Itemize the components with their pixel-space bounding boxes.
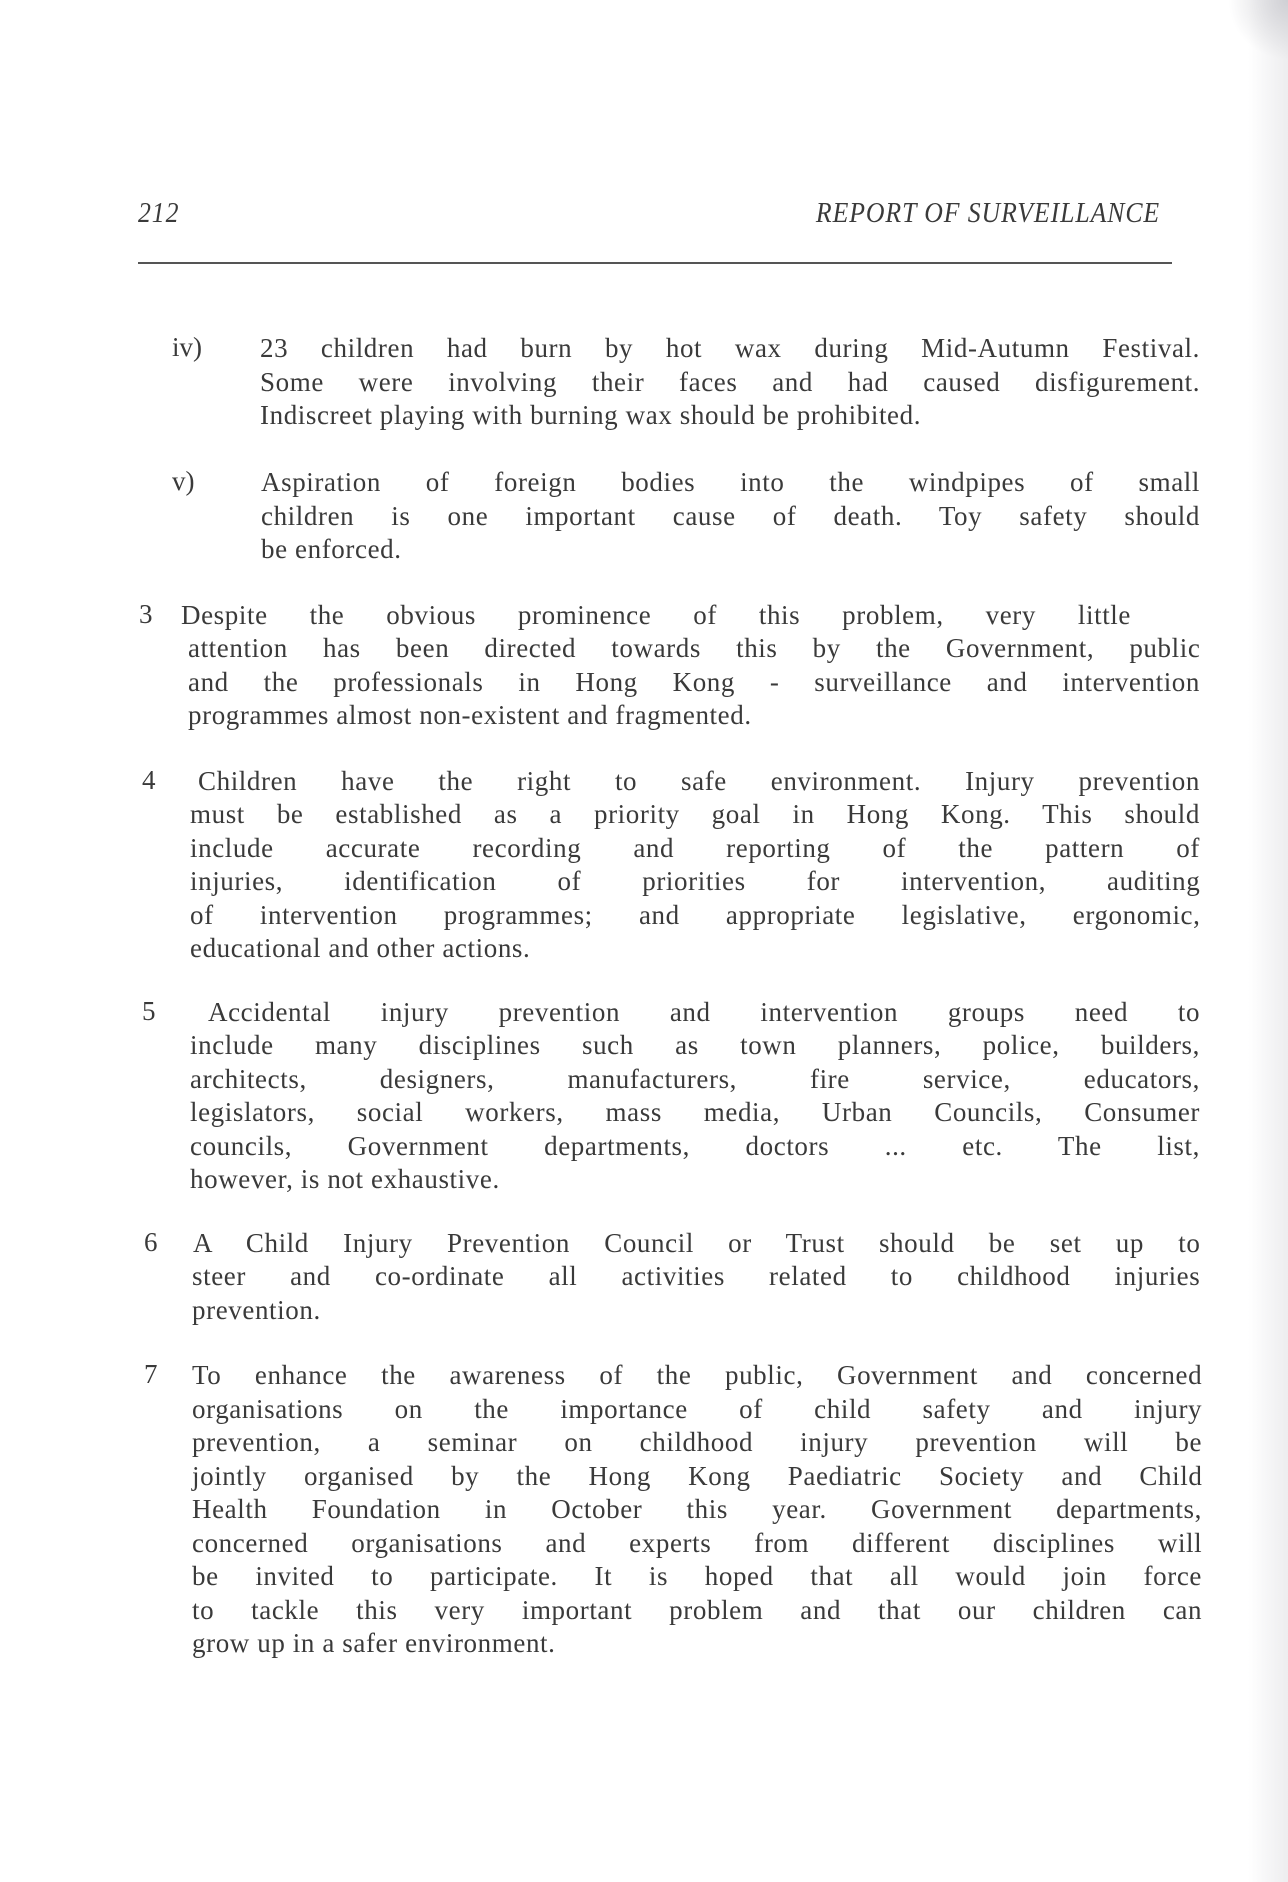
text-line: include many disciplines such as town planners, police, builders, (190, 1030, 1200, 1060)
text-line: however, is not exhaustive. (190, 1164, 500, 1194)
text-line: jointly organised by the Hong Kong Paediatric Society and Child (192, 1460, 1203, 1491)
item-text (198, 765, 1200, 799)
text-line: prevention. (192, 1294, 321, 1325)
item-text (193, 1227, 1200, 1261)
text-line: A Child Injury Prevention Council or Trust should be set up to (193, 1228, 1201, 1258)
subitem-label: v) (172, 466, 195, 496)
item-text (190, 1029, 1200, 1197)
text-line: Health Foundation in October this year. Government departments, (192, 1494, 1202, 1524)
text-line: must be established as a priority goal in Hong Kong. This should (190, 799, 1200, 829)
text-line: of intervention programmes; and appropriate legislative, ergonomic, (190, 899, 1201, 930)
text-line: Indiscreet playing with burning wax should be prohibited. (260, 400, 922, 430)
text-line: Despite the obvious prominence of this problem, very little (181, 600, 1131, 630)
text-line: concerned organisations and experts from different disciplines will (192, 1527, 1203, 1558)
page-corner-shadow (1228, 0, 1288, 60)
item-text (192, 1359, 1202, 1661)
text-line: councils, Government departments, doctors ... etc. The list, (190, 1130, 1200, 1161)
text-line: include accurate recording and reporting of the pattern of (190, 832, 1200, 863)
item-text (190, 798, 1200, 966)
item-number: 7 (144, 1359, 158, 1389)
text-line: legislators, social workers, mass media, Urban Councils, Consumer (190, 1097, 1200, 1127)
item-text (192, 1260, 1200, 1327)
text-line: steer and co-ordinate all activities related to childhood injuries (192, 1261, 1201, 1291)
text-line: Some were involving their faces and had caused disfigurement. (260, 366, 1201, 397)
text-line: be invited to participate. It is hoped that all would join force (192, 1561, 1202, 1591)
item-text (188, 632, 1200, 733)
text-line: To enhance the awareness of the public, Government and concerned (192, 1360, 1203, 1390)
text-line: to tackle this very important problem and that our children can (192, 1594, 1203, 1625)
subitem-label: iv) (172, 332, 202, 362)
item-text (181, 599, 1131, 633)
page-edge-shadow (1248, 0, 1288, 1882)
text-line: prevention, a seminar on childhood injury prevention will be (192, 1427, 1203, 1457)
item-number: 3 (139, 599, 153, 629)
text-line: educational and other actions. (190, 933, 531, 963)
item-number: 4 (142, 765, 156, 795)
text-line: grow up in a safer environment. (192, 1628, 556, 1658)
page-number: 212 (138, 198, 180, 229)
text-line: attention has been directed towards this by the Government, public (188, 633, 1201, 663)
item-number: 5 (142, 996, 156, 1026)
text-line: architects, designers, manufacturers, fire service, educators, (190, 1063, 1200, 1094)
item-number: 6 (144, 1227, 158, 1257)
running-title: REPORT OF SURVEILLANCE (815, 198, 1160, 229)
text-line: organisations on the importance of child safety and injury (192, 1393, 1203, 1424)
header-rule (138, 262, 1172, 264)
text-line: 23 children had burn by hot wax during Mid-Autumn Festival. (260, 333, 1200, 363)
text-line: Accidental injury prevention and intervention groups need to (208, 997, 1201, 1027)
item-text (168, 996, 1200, 1030)
text-line: Aspiration of foreign bodies into the windpipes of small (261, 467, 1200, 497)
text-line: programmes almost non-existent and fragmented. (188, 700, 752, 730)
text-line: injuries, identification of priorities for intervention, auditing (190, 866, 1201, 896)
subitem-text (261, 466, 1200, 567)
text-line: Children have the right to safe environment. Injury prevention (198, 766, 1200, 796)
text-line: children is one important cause of death. Toy safety should (261, 500, 1200, 531)
text-line: and the professionals in Hong Kong - surveillance and intervention (188, 666, 1200, 697)
text-line: be enforced. (261, 534, 402, 564)
subitem-text (260, 332, 1200, 433)
